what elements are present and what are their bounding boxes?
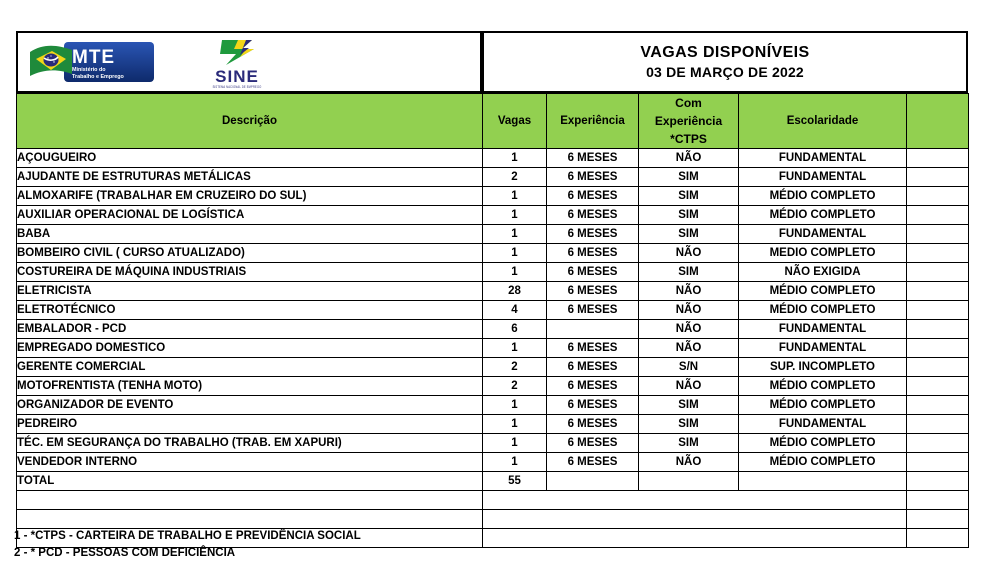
cell-escolaridade: FUNDAMENTAL <box>739 339 907 358</box>
footnote-ctps: 1 - *CTPS - CARTEIRA DE TRABALHO E PREVIDÊNCIA SOCIAL <box>14 530 361 542</box>
cell-extra <box>907 415 969 434</box>
cell-ctps: NÃO <box>639 453 739 472</box>
cell-descricao: VENDEDOR INTERNO <box>17 453 483 472</box>
cell-extra <box>907 453 969 472</box>
cell-ctps: SIM <box>639 168 739 187</box>
cell-experiencia: 6 MESES <box>547 225 639 244</box>
cell-extra <box>907 510 969 529</box>
cell-extra <box>907 244 969 263</box>
cell-escolaridade: FUNDAMENTAL <box>739 149 907 168</box>
cell-escolaridade: MÉDIO COMPLETO <box>739 396 907 415</box>
table-row <box>17 168 969 187</box>
cell-ctps: SIM <box>639 263 739 282</box>
cell-descricao: ORGANIZADOR DE EVENTO <box>17 396 483 415</box>
cell-escolaridade: MÉDIO COMPLETO <box>739 434 907 453</box>
cell-extra <box>907 301 969 320</box>
sine-logo-tagline: SISTEMA NACIONAL DE EMPREGO <box>212 85 262 90</box>
cell-escolaridade: MÉDIO COMPLETO <box>739 206 907 225</box>
cell-escolaridade: SUP. INCOMPLETO <box>739 358 907 377</box>
cell-experiencia: 6 MESES <box>547 396 639 415</box>
table-row <box>17 339 969 358</box>
cell-vagas: 4 <box>483 301 547 320</box>
column-header-experiencia: Experiência <box>547 94 639 149</box>
page-date: 03 DE MARÇO DE 2022 <box>646 64 804 81</box>
cell-extra <box>907 282 969 301</box>
cell-vagas: 1 <box>483 396 547 415</box>
cell-escolaridade: MÉDIO COMPLETO <box>739 187 907 206</box>
cell-ctps: SIM <box>639 187 739 206</box>
cell-ctps <box>639 472 739 491</box>
cell-ctps: NÃO <box>639 320 739 339</box>
cell-experiencia: 6 MESES <box>547 339 639 358</box>
cell-escolaridade: FUNDAMENTAL <box>739 225 907 244</box>
cell-descricao: AUXILIAR OPERACIONAL DE LOGÍSTICA <box>17 206 483 225</box>
table-row <box>17 320 969 339</box>
cell-ctps: NÃO <box>639 377 739 396</box>
cell-ctps: S/N <box>639 358 739 377</box>
cell-ctps: NÃO <box>639 149 739 168</box>
table-row-empty <box>17 510 969 529</box>
cell-extra <box>907 339 969 358</box>
cell-escolaridade: MÉDIO COMPLETO <box>739 301 907 320</box>
page-title: VAGAS DISPONÍVEIS <box>640 43 810 61</box>
cell-spacer <box>483 529 907 548</box>
cell-descricao: GERENTE COMERCIAL <box>17 358 483 377</box>
cell-escolaridade: MÉDIO COMPLETO <box>739 282 907 301</box>
table-row <box>17 187 969 206</box>
cell-extra <box>907 358 969 377</box>
footnotes <box>14 528 361 562</box>
table-header-row <box>17 94 969 149</box>
cell-ctps: NÃO <box>639 282 739 301</box>
cell-extra <box>907 320 969 339</box>
cell-experiencia: 6 MESES <box>547 263 639 282</box>
cell-ctps: NÃO <box>639 339 739 358</box>
table-row <box>17 282 969 301</box>
cell-vagas: 55 <box>483 472 547 491</box>
cell-vagas: 1 <box>483 244 547 263</box>
cell-experiencia: 6 MESES <box>547 358 639 377</box>
cell-descricao: TOTAL <box>17 472 483 491</box>
cell-descricao: ELETRICISTA <box>17 282 483 301</box>
cell-experiencia: 6 MESES <box>547 415 639 434</box>
cell-descricao: ALMOXARIFE (TRABALHAR EM CRUZEIRO DO SUL) <box>17 187 483 206</box>
cell-descricao: BABA <box>17 225 483 244</box>
cell-extra <box>907 434 969 453</box>
cell-extra <box>907 377 969 396</box>
cell-descricao: MOTOFRENTISTA (TENHA MOTO) <box>17 377 483 396</box>
cell-experiencia: 6 MESES <box>547 434 639 453</box>
cell-experiencia: 6 MESES <box>547 187 639 206</box>
cell-extra <box>907 225 969 244</box>
table-row <box>17 225 969 244</box>
cell-extra <box>907 472 969 491</box>
table-header <box>17 94 969 149</box>
table-row-total <box>17 472 969 491</box>
svg-text:Trabalho e Emprego: Trabalho e Emprego <box>72 74 124 80</box>
cell-descricao: AJUDANTE DE ESTRUTURAS METÁLICAS <box>17 168 483 187</box>
cell-vagas: 2 <box>483 377 547 396</box>
cell-ctps: SIM <box>639 206 739 225</box>
cell-vagas: 1 <box>483 453 547 472</box>
cell-extra <box>907 168 969 187</box>
cell-spacer <box>483 491 907 510</box>
cell-experiencia: 6 MESES <box>547 244 639 263</box>
table-row <box>17 396 969 415</box>
cell-ctps: SIM <box>639 415 739 434</box>
header-band <box>16 31 968 93</box>
table-row <box>17 149 969 168</box>
table-body <box>17 149 969 548</box>
cell-extra <box>907 187 969 206</box>
cell-escolaridade: FUNDAMENTAL <box>739 320 907 339</box>
cell-descricao <box>17 491 483 510</box>
cell-descricao: EMBALADOR - PCD <box>17 320 483 339</box>
table-row <box>17 434 969 453</box>
cell-vagas: 1 <box>483 415 547 434</box>
cell-vagas: 1 <box>483 263 547 282</box>
cell-experiencia: 6 MESES <box>547 149 639 168</box>
svg-text:MTE: MTE <box>72 47 116 68</box>
ctps-header-line-2: Experiência <box>654 114 723 128</box>
cell-vagas: 1 <box>483 187 547 206</box>
mte-logo-graphic <box>28 40 156 84</box>
cell-descricao <box>17 510 483 529</box>
cell-escolaridade: FUNDAMENTAL <box>739 415 907 434</box>
cell-experiencia: 6 MESES <box>547 377 639 396</box>
cell-vagas: 1 <box>483 434 547 453</box>
ctps-header-line-1: Com <box>675 96 702 110</box>
cell-vagas: 1 <box>483 206 547 225</box>
column-header-vagas: Vagas <box>483 94 547 149</box>
cell-vagas: 1 <box>483 339 547 358</box>
sine-logo-wordmark: SINE <box>215 67 259 86</box>
column-header-extra <box>907 94 969 149</box>
cell-escolaridade: FUNDAMENTAL <box>739 168 907 187</box>
table-row <box>17 377 969 396</box>
cell-experiencia: 6 MESES <box>547 282 639 301</box>
cell-vagas: 6 <box>483 320 547 339</box>
table-row <box>17 453 969 472</box>
mte-logo <box>28 40 156 84</box>
cell-ctps: NÃO <box>639 301 739 320</box>
cell-escolaridade: MÉDIO COMPLETO <box>739 377 907 396</box>
table-row <box>17 358 969 377</box>
cell-experiencia: 6 MESES <box>547 206 639 225</box>
cell-escolaridade: NÃO EXIGIDA <box>739 263 907 282</box>
cell-descricao: EMPREGADO DOMESTICO <box>17 339 483 358</box>
cell-extra <box>907 529 969 548</box>
cell-descricao: TÉC. EM SEGURANÇA DO TRABALHO (TRAB. EM XAPURI) <box>17 434 483 453</box>
cell-vagas: 2 <box>483 358 547 377</box>
svg-text:Ministério do: Ministério do <box>72 67 106 73</box>
cell-escolaridade: MÉDIO COMPLETO <box>739 453 907 472</box>
logo-cell <box>16 31 482 93</box>
cell-descricao: COSTUREIRA DE MÁQUINA INDUSTRIAIS <box>17 263 483 282</box>
cell-experiencia: 6 MESES <box>547 301 639 320</box>
cell-escolaridade: MEDIO COMPLETO <box>739 244 907 263</box>
cell-extra <box>907 206 969 225</box>
table-row <box>17 301 969 320</box>
table-row-empty <box>17 491 969 510</box>
cell-escolaridade <box>739 472 907 491</box>
cell-extra <box>907 491 969 510</box>
cell-extra <box>907 396 969 415</box>
sine-logo-graphic <box>216 37 258 67</box>
footnote-pcd: 2 - * PCD - PESSOAS COM DEFICIÊNCIA <box>14 547 236 559</box>
table-row <box>17 263 969 282</box>
cell-descricao: BOMBEIRO CIVIL ( CURSO ATUALIZADO) <box>17 244 483 263</box>
column-header-descricao: Descrição <box>17 94 483 149</box>
cell-extra <box>907 149 969 168</box>
table-row <box>17 206 969 225</box>
table-row <box>17 244 969 263</box>
table-row <box>17 415 969 434</box>
cell-spacer <box>483 510 907 529</box>
cell-experiencia <box>547 320 639 339</box>
cell-experiencia: 6 MESES <box>547 453 639 472</box>
cell-vagas: 2 <box>483 168 547 187</box>
cell-ctps: SIM <box>639 434 739 453</box>
cell-ctps: SIM <box>639 396 739 415</box>
vacancies-table <box>16 93 969 548</box>
ctps-header-line-3: *CTPS <box>670 132 707 146</box>
cell-vagas: 1 <box>483 149 547 168</box>
cell-descricao: ELETROTÉCNICO <box>17 301 483 320</box>
cell-descricao: AÇOUGUEIRO <box>17 149 483 168</box>
cell-ctps: NÃO <box>639 244 739 263</box>
cell-ctps: SIM <box>639 225 739 244</box>
column-header-escolaridade: Escolaridade <box>739 94 907 149</box>
cell-experiencia <box>547 472 639 491</box>
cell-experiencia: 6 MESES <box>547 168 639 187</box>
cell-vagas: 1 <box>483 225 547 244</box>
sine-logo <box>200 37 274 91</box>
column-header-com-experiencia-ctps <box>639 94 739 149</box>
title-cell <box>482 31 968 93</box>
cell-extra <box>907 263 969 282</box>
cell-vagas: 28 <box>483 282 547 301</box>
cell-descricao: PEDREIRO <box>17 415 483 434</box>
